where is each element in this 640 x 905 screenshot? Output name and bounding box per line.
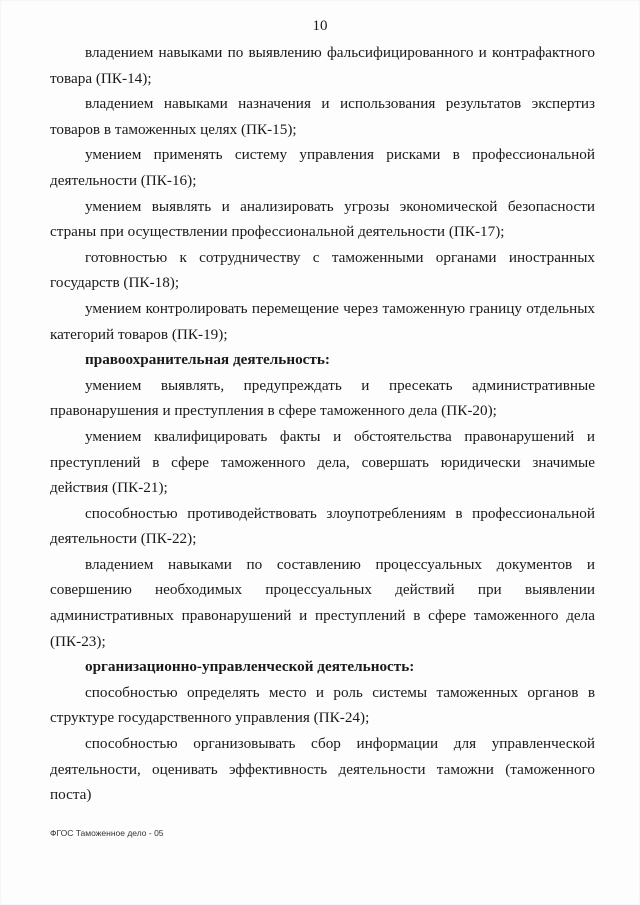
paragraph-pk22: способностью противодействовать злоупотреблениям в профессиональной деятельности (ПК-22); — [50, 504, 595, 548]
paragraph-pk23: владением навыками по составлению процессуальных документов и совершению необходимых процессуальных действий при выявлении административных правонарушений и преступлений в сфере таможенного дела (ПК-23); — [50, 555, 595, 650]
paragraph-pk19: умением контролировать перемещение через таможенную границу отдельных категорий товаров (ПК-19); — [50, 299, 595, 343]
paragraph-pk20: умением выявлять, предупреждать и пресекать административные правонарушения и преступления в сфере таможенного дела (ПК-20); — [50, 376, 595, 420]
paragraph-pk16: умением применять систему управления рисками в профессиональной деятельности (ПК-16); — [50, 146, 595, 189]
paragraph-pk14: владением навыками по выявлению фальсифицированного и контрафактного товара (ПК-14); — [50, 44, 595, 87]
paragraph-pk24: способностью определять место и роль системы таможенных органов в структуре государственного управления (ПК-24); — [50, 683, 595, 727]
paragraph-pk18: готовностью к сотрудничеству с таможенными органами иностранных государств (ПК-18); — [50, 248, 595, 292]
document-body — [50, 40, 595, 808]
paragraph-pk15: владением навыками назначения и использования результатов экспертиз товаров в таможенных целях (ПК-15); — [50, 95, 595, 138]
page-number: 10 — [312, 18, 328, 34]
paragraph-pk17: умением выявлять и анализировать угрозы экономической безопасности страны при осуществлении профессиональной деятельности (ПК-17); — [50, 197, 595, 241]
section-heading-organizational-management: организационно-управленческой деятельность: — [85, 658, 415, 676]
page-footer: ФГОС Таможенное дело - 05 — [50, 828, 164, 838]
paragraph-pk21: умением квалифицировать факты и обстоятельства правонарушений и преступлений в сфере таможенного дела, совершать юридически значимые действия (ПК-21); — [50, 427, 595, 497]
paragraph-pk25-partial: способностью организовывать сбор информации для управленческой деятельности, оценивать эффективность деятельности таможни (таможенного поста) — [50, 735, 595, 804]
section-heading-law-enforcement: правоохранительная деятельность: — [85, 351, 330, 369]
